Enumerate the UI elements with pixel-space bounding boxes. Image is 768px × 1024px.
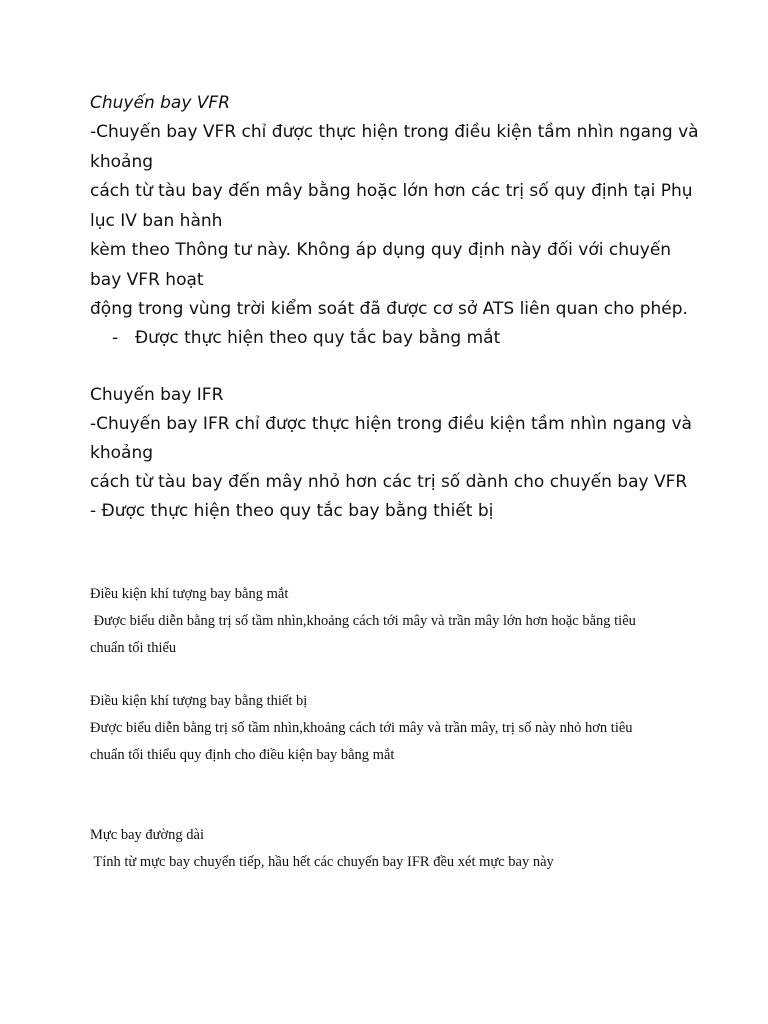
imc-line: chuẩn tối thiểu quy định cho điều kiện bay bằng mắt [90, 747, 395, 763]
vmc-line: chuẩn tối thiểu [90, 640, 177, 656]
vfr-line: cách từ tàu bay đến mây bằng hoặc lớn hơn các trị số quy định tại Phụ [90, 181, 693, 201]
vmc-title: Điều kiện khí tượng bay bằng mắt [90, 586, 289, 602]
bullet-marker: - [112, 328, 119, 348]
ifr-line: cách từ tàu bay đến mây nhỏ hơn các trị số dành cho chuyến bay VFR [90, 472, 688, 492]
vfr-line: bay VFR hoạt [90, 270, 204, 290]
cruise-line: Tính từ mực bay chuyển tiếp, hầu hết các chuyến bay IFR đều xét mực bay này [90, 854, 554, 870]
imc-title: Điều kiện khí tượng bay bằng thiết bị [90, 693, 308, 709]
vfr-line: khoảng [90, 152, 154, 172]
vmc-line: Được biểu diễn bằng trị số tầm nhìn,khoảng cách tới mây và trần mây lớn hơn hoặc bằng tiêu [90, 613, 636, 629]
bullet-text: Được thực hiện theo quy tắc bay bằng mắt [135, 328, 501, 348]
cruise-title: Mực bay đường dài [90, 827, 204, 843]
vfr-line: kèm theo Thông tư này. Không áp dụng quy định này đối với chuyến [90, 240, 672, 260]
vfr-line: lục IV ban hành [90, 211, 223, 231]
vfr-bullet-item [90, 324, 690, 354]
ifr-line: - Được thực hiện theo quy tắc bay bằng thiết bị [90, 501, 494, 521]
vfr-title: Chuyến bay VFR [90, 93, 231, 113]
ifr-line: -Chuyến bay IFR chỉ được thực hiện trong điều kiện tầm nhìn ngang và [90, 414, 692, 434]
document-page [90, 0, 699, 1024]
imc-line: Được biểu diễn bằng trị số tầm nhìn,khoảng cách tới mây và trần mây, trị số này nhỏ hơn tiêu [90, 720, 633, 736]
ifr-line: khoảng [90, 443, 154, 463]
vfr-line: động trong vùng trời kiểm soát đã được cơ sở ATS liên quan cho phép. [90, 299, 688, 319]
ifr-title: Chuyến bay IFR [90, 385, 224, 405]
vfr-line: -Chuyến bay VFR chỉ được thực hiện trong điều kiện tầm nhìn ngang và [90, 122, 699, 142]
